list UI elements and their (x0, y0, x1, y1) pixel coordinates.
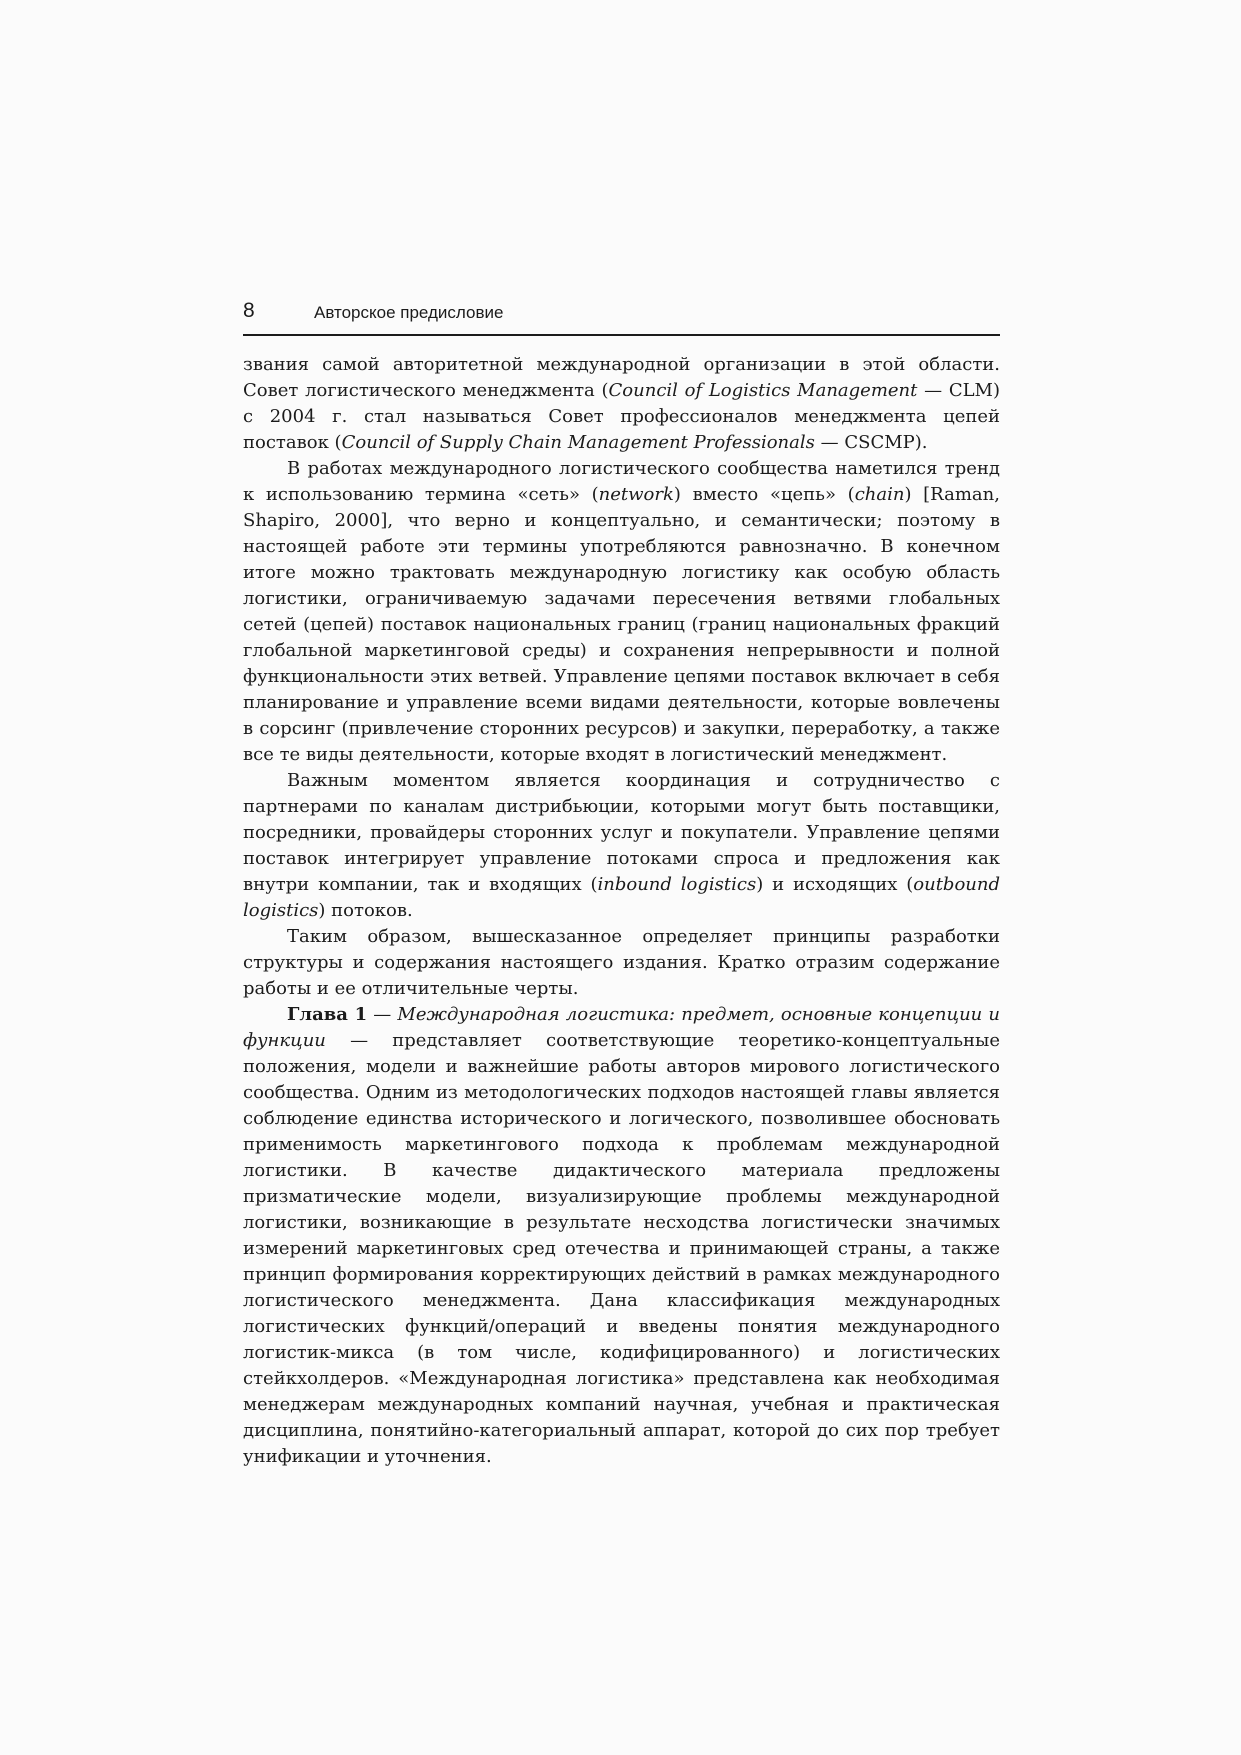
text-run: ) вместо «цепь» ( (673, 484, 855, 505)
paragraph-4 (243, 924, 1000, 1002)
italic-term: Council of Logistics Management (608, 380, 918, 401)
text-run: ) [Raman, Shapiro, 2000], что верно и концептуально, и семантически; поэтому в настоящей работе эти термины употребляются равнозначно. В конечном итоге можно трактовать международную логистику как особую область логистики, ограничиваемую задачами пересечения ветвями глобальных сетей (цепей) поставок национальных границ (границ национальных фракций глобальной маркетинговой среды) и сохранения непрерывности и полной функциональности этих ветвей. Управление цепями поставок включает в себя планирование и управление всеми видами деятельности, которые вовлечены в сорсинг (привлечение сторонних ресурсов) и закупки, переработку, а также все те виды деятельности, которые входят в логистический менеджмент. (243, 484, 1000, 765)
paragraph-3 (243, 768, 1000, 924)
text-run: — (367, 1004, 398, 1025)
text-run: — CSCMP). (814, 432, 928, 453)
text-run: ) и исходящих ( (756, 874, 914, 895)
italic-term: network (598, 484, 674, 505)
text-run: — CLM) с 2004 г. стал называться Совет профессионалов менеджмента цепей поставок ( (243, 380, 1000, 453)
body-text (243, 352, 1000, 1470)
italic-term: inbound logistics (597, 874, 757, 895)
paragraph-5 (243, 1002, 1000, 1470)
text-run: звания самой авторитетной международной организации в этой области. Совет логистического менеджмента ( (243, 354, 1000, 401)
paragraph-1 (243, 352, 1000, 456)
text-run: В работах международного логистического сообщества наметился тренд к использованию термина «сеть» ( (243, 458, 1000, 505)
paragraph-2 (243, 456, 1000, 768)
italic-term: Council of Supply Chain Management Professionals (341, 432, 815, 453)
text-run: Таким образом, вышесказанное определяет принципы разработки структуры и содержания настоящего издания. Кратко отразим содержание работы и ее отличительные черты. (243, 926, 1000, 999)
chapter-label: Глава 1 (287, 1004, 368, 1025)
italic-term: chain (854, 484, 905, 505)
text-run: — представляет соответствующие теоретико-концептуальные положения, модели и важнейшие работы авторов мирового логистического сообщества. Одним из методологических подходов настоящей главы является соблюдение единства исторического и логического, позволившее обосновать применимость маркетингового подхода к проблемам международной логистики. В качестве дидактического материала предложены призматические модели, визуализирующие проблемы международной логистики, возникающие в результате несходства логистически значимых измерений маркетинговых сред отечества и принимающей страны, а также принцип формирования корректирующих действий в рамках международного логистического менеджмента. Дана классификация международных логистических функций/операций и введены понятия международного логистик-микса (в том числе, кодифицированного) и логистических стейкхолдеров. «Международная логистика» представлена как необходимая менеджерам международных компаний научная, учебная и практическая дисциплина, понятийно-категориальный аппарат, которой до сих пор требует унификации и уточнения. (243, 1030, 1000, 1467)
text-run: ) потоков. (318, 900, 413, 921)
text-run: Важным моментом является координация и сотрудничество с партнерами по каналам дистрибьюции, которыми могут быть поставщики, посредники, провайдеры сторонних услуг и покупатели. Управление цепями поставок интегрирует управление потоками спроса и предложения как внутри компании, так и входящих ( (243, 770, 1000, 895)
italic-term: outbound logistics (243, 874, 1000, 921)
chapter-title: Международная логистика: предмет, основные концепции и функции (243, 1004, 1000, 1051)
running-header (243, 298, 1000, 336)
book-page (243, 298, 1000, 1470)
page-number: 8 (243, 299, 255, 322)
running-title: Авторское предисловие (314, 303, 504, 322)
